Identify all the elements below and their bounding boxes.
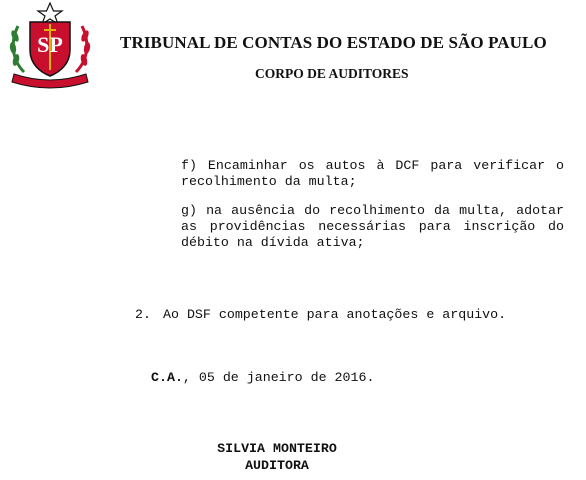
date-text: , 05 de janeiro de 2016. <box>182 370 375 385</box>
item-g-paragraph: g) na ausência do recolhimento da multa, adotar as providências necessárias para inscrição do débito na dívida ativa; <box>181 203 564 250</box>
seal-leaves-left <box>9 29 20 66</box>
place-date-line <box>151 370 374 386</box>
item-2-number: 2. <box>135 307 151 322</box>
signature-role: AUDITORA <box>245 458 309 473</box>
header-title: TRIBUNAL DE CONTAS DO ESTADO DE SÃO PAULO <box>120 33 547 52</box>
item-f-paragraph: f) Encaminhar os autos à DCF para verificar o recolhimento da multa; <box>181 158 564 189</box>
seal-leaves-right <box>80 29 91 66</box>
signature-name: SILVIA MONTEIRO <box>217 441 337 456</box>
sao-paulo-coat-of-arms-icon <box>4 2 96 90</box>
place-abbrev: C.A. <box>151 370 183 385</box>
header-subtitle: CORPO DE AUDITORES <box>255 66 409 81</box>
seal-star <box>38 3 62 24</box>
item-2-paragraph: Ao DSF competente para anotações e arquivo. <box>163 307 507 322</box>
seal-letters: SP <box>37 32 63 57</box>
